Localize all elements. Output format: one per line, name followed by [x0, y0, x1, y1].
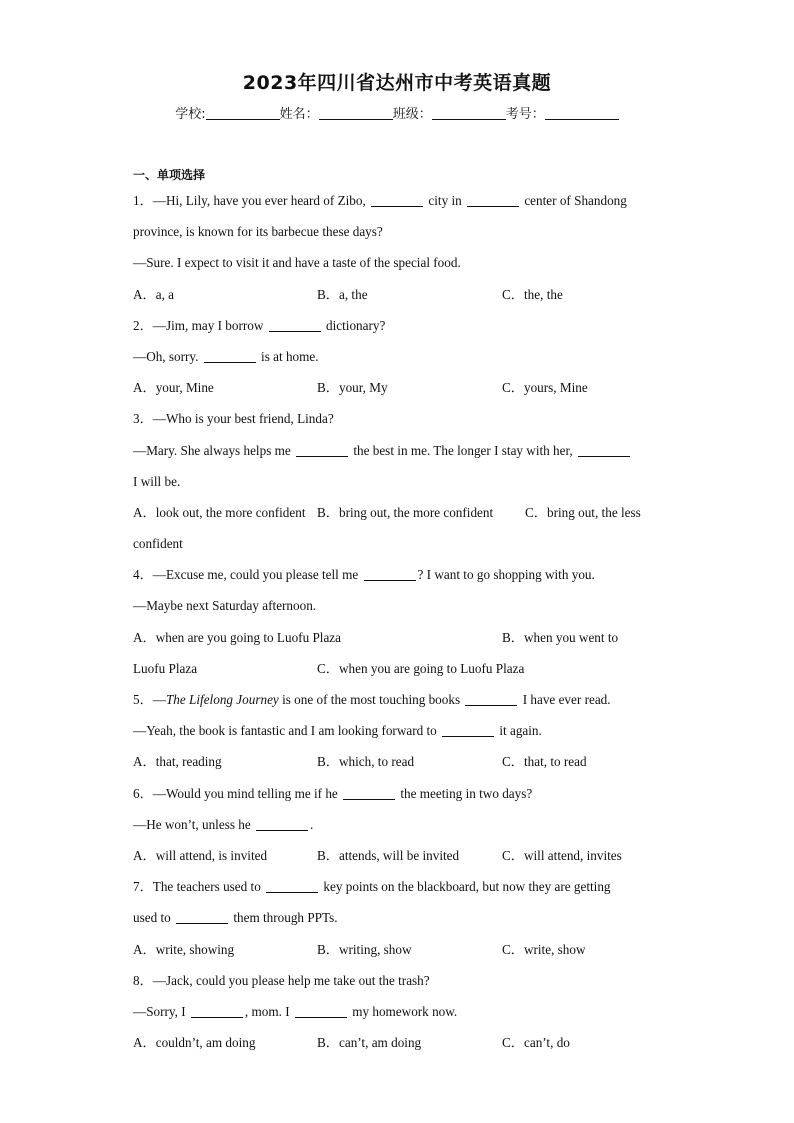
question-text: my homework now. — [348, 1003, 458, 1019]
option-c: C．the, the — [502, 286, 563, 302]
answer-blank — [364, 568, 416, 581]
question-text: key points on the blackboard, but now they are getting — [320, 879, 611, 895]
question-text: 1．—Hi, Lily, have you ever heard of Zibo, — [133, 193, 370, 208]
answer-blank — [176, 911, 228, 924]
option-b: B．when you went to — [502, 629, 619, 645]
option-c: C．when you are going to Luofu Plaza — [317, 660, 525, 676]
question-5-line-1 — [133, 684, 663, 715]
question-list — [133, 185, 663, 1058]
option-b-continued: Luofu Plaza — [133, 660, 198, 676]
option-a: A．that, reading — [133, 754, 222, 770]
answer-blank — [191, 1005, 243, 1018]
question-6-line-1 — [133, 778, 663, 809]
question-text: is one of the most touching books — [278, 692, 464, 707]
question-text: is at home. — [257, 348, 319, 364]
answer-blank — [256, 818, 308, 831]
question-text: ? I want to go shopping with you. — [417, 567, 595, 583]
question-3-line-2 — [133, 435, 663, 466]
answer-blank — [295, 1005, 347, 1018]
option-c: C．will attend, invites — [502, 847, 622, 863]
question-6-options — [133, 840, 663, 871]
question-1-line-1 — [133, 185, 663, 216]
option-a: A．look out, the more confident — [133, 504, 306, 520]
option-c: C．bring out, the less — [525, 504, 641, 520]
option-a: A．couldn’t, am doing — [133, 1035, 256, 1051]
option-b: B．can’t, am doing — [317, 1035, 422, 1051]
option-c: C．yours, Mine — [502, 380, 588, 396]
option-a: A．when are you going to Luofu Plaza — [133, 629, 342, 645]
question-5-line-2 — [133, 715, 663, 746]
question-text: 4．—Excuse me, could you please tell me — [133, 567, 362, 583]
question-1-line-2: province, is known for its barbecue these days? — [133, 224, 383, 240]
question-8-options — [133, 1027, 663, 1058]
question-text: 2．—Jim, may I borrow — [133, 317, 267, 333]
question-3-line-3: I will be. — [133, 473, 181, 489]
question-3-line-5: confident — [133, 536, 183, 552]
question-4-options-2 — [133, 653, 663, 684]
question-7-line-2 — [133, 902, 663, 933]
page-title: 2023年四川省达州市中考英语真题 — [242, 72, 552, 94]
question-text: 7．The teachers used to — [133, 879, 265, 895]
book-title: The Lifelong Journey — [165, 692, 279, 707]
option-a: A．write, showing — [133, 941, 235, 957]
question-text: city in — [425, 193, 466, 208]
option-b: B．attends, will be invited — [317, 847, 460, 863]
option-a: A．will attend, is invited — [133, 847, 268, 863]
question-8-line-2 — [133, 996, 663, 1027]
question-1-options — [133, 279, 663, 310]
question-2-options — [133, 372, 663, 403]
option-c: C．that, to read — [502, 754, 587, 770]
section-heading: 一、单项选择 — [133, 168, 206, 182]
question-5-options — [133, 746, 663, 777]
question-4-line-1 — [133, 559, 663, 590]
option-b: B．a, the — [317, 286, 368, 302]
school-blank — [206, 107, 280, 120]
question-text: —Sorry, I — [133, 1003, 189, 1019]
class-label: 班级： — [392, 107, 432, 122]
question-6-line-2 — [133, 809, 663, 840]
school-label: 学校: — [175, 107, 206, 122]
question-text: them through PPTs. — [230, 910, 338, 926]
question-text: the meeting in two days? — [397, 785, 533, 801]
student-info-line — [0, 103, 794, 122]
option-c: C．can’t, do — [502, 1035, 570, 1051]
question-text: —Oh, sorry. — [133, 348, 202, 364]
answer-blank — [442, 724, 494, 737]
question-text: dictionary? — [322, 317, 386, 333]
answer-blank — [467, 194, 519, 207]
question-text: —He won’t, unless he — [133, 816, 254, 832]
answer-blank — [269, 319, 321, 332]
question-4-line-2: —Maybe next Saturday afternoon. — [133, 598, 317, 614]
question-text: 6．—Would you mind telling me if he — [133, 785, 342, 801]
option-a: A．your, Mine — [133, 380, 214, 396]
question-2-line-2 — [133, 341, 663, 372]
answer-blank — [204, 350, 256, 363]
question-7-options — [133, 934, 663, 965]
answer-blank — [578, 444, 630, 457]
answer-blank — [465, 693, 517, 706]
question-text: —Mary. She always helps me — [133, 442, 295, 458]
answer-blank — [266, 880, 318, 893]
question-3-options — [133, 497, 663, 528]
answer-blank — [343, 787, 395, 800]
question-7-line-1 — [133, 871, 663, 902]
question-text: it again. — [496, 723, 542, 739]
question-text: 5．— — [133, 692, 166, 707]
answer-blank — [371, 194, 423, 207]
question-8-line-1: 8．—Jack, could you please help me take out the trash? — [133, 972, 430, 988]
option-a: A．a, a — [133, 286, 175, 302]
question-text: center of Shandong — [521, 193, 627, 208]
option-b: B．writing, show — [317, 941, 412, 957]
class-blank — [432, 107, 506, 120]
number-blank — [545, 107, 619, 120]
question-text: I have ever read. — [519, 692, 611, 707]
question-text: the best in me. The longer I stay with her, — [350, 442, 576, 458]
question-1-line-3: —Sure. I expect to visit it and have a taste of the special food. — [133, 255, 461, 271]
option-b: B．your, My — [317, 380, 388, 396]
name-label: 姓名： — [279, 107, 319, 122]
question-3-line-1: 3．—Who is your best friend, Linda? — [133, 411, 334, 427]
name-blank — [319, 107, 393, 120]
number-label: 考号： — [505, 107, 545, 122]
question-text: used to — [133, 910, 175, 926]
option-b: B．which, to read — [317, 754, 415, 770]
question-text: —Yeah, the book is fantastic and I am looking forward to — [133, 723, 441, 739]
question-text: , mom. I — [244, 1003, 293, 1019]
question-4-options-1 — [133, 622, 663, 653]
question-2-line-1 — [133, 310, 663, 341]
answer-blank — [296, 444, 348, 457]
question-text: . — [310, 816, 314, 832]
option-c: C．write, show — [502, 941, 586, 957]
option-b: B．bring out, the more confident — [317, 504, 494, 520]
